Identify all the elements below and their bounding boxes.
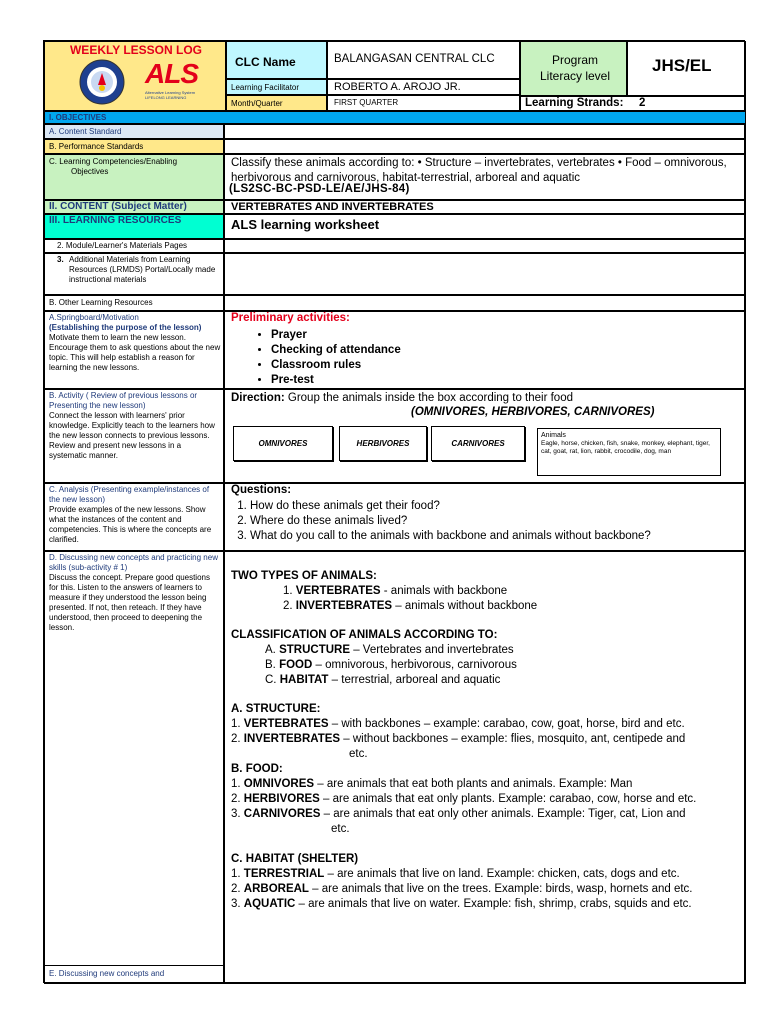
program-level-value: JHS/EL	[627, 41, 746, 96]
als-caption2: LIFELONG LEARNING	[145, 95, 187, 100]
content-standard-label: A. Content Standard	[44, 124, 224, 139]
als-caption: Alternative Learning System	[145, 90, 196, 95]
list-item: • Prayer	[271, 328, 401, 343]
other-resources-value	[224, 295, 746, 311]
springboard-content: Preliminary activities: • Prayer • Checking of attendance • Classroom rules • Pre-test	[224, 311, 746, 389]
other-resources-row: B. Other Learning Resources	[44, 295, 224, 311]
objectives-heading-bar: I. OBJECTIVES	[44, 111, 746, 124]
activity-content: Direction: Group the animals inside the box according to their food (OMNIVORES, HERBIVORES, CARNIVORES) OMNIVORES HERBIVORES CARNIVORES Animals Eagle, horse, chicken, fish, snake, monkey, elephant, tiger, cat, goat, rat, lion, rabbit, crocodile, dog, man	[224, 389, 746, 483]
analysis-label: C. Analysis (Presenting example/instances of the new lesson) Provide examples of the new lessons. Show what the instances of the content and competencies. This is where the concepts are clarified.	[44, 483, 224, 551]
animals-box: Animals Eagle, horse, chicken, fish, snake, monkey, elephant, tiger, cat, goat, rat, lion, rabbit, crocodile, dog, man	[537, 428, 721, 476]
herbivores-box: HERBIVORES	[339, 426, 427, 461]
list-item: 2. Where do these animals lived?	[250, 514, 760, 529]
als-logo	[145, 58, 205, 108]
lesson-log-table	[43, 40, 745, 983]
module-pages-row: 2. Module/Learner's Materials Pages	[44, 239, 224, 253]
program-label: Program Literacy level	[520, 41, 627, 96]
section-e-label	[44, 966, 224, 984]
content-value: VERTEBRATES AND INVERTEBRATES	[224, 200, 746, 214]
discussion-content: TWO TYPES OF ANIMALS: 1. VERTEBRATES - animals with backbone 2. INVERTEBRATES – animals without backbone CLASSIFICATION OF ANIMALS ACCORDING TO: A. STRUCTURE – Vertebrates and invertebrates B. FOOD – omnivorous, herbivorous, carnivorous C. HABITAT – terrestrial, arboreal and aquatic A. STRUCTURE: 1. VERTEBRATES – with backbones – example: carabao, cow, goat, horse, bird and etc. 2. INVERTEBRATES – without backbones – example: flies, mosquito, ant, centipede and etc. B. FOOD: 1. OMNIVORES – are animals that eat both plants and animals. Example: Man 2. HERBIVORES – are animals that eat only plants. Example: carabao, cow, horse and etc. 3. CARNIVORES – are animals that eat only other animals. Example: Tiger, cat, Lion and etc. C. HABITAT (SHELTER) 1. TERRESTRIAL – are animals that live on land. Example: chicken, cats, dogs and etc. 2. ARBOREAL – are animals that live on the trees. Example: birds, wasp, hornets and etc. 3. AQUATIC – are animals that live on water. Example: fish, shrimp, crabs, squids and etc.	[224, 551, 746, 984]
resources-value: ALS learning worksheet	[224, 214, 746, 239]
list-item: • Classroom rules	[271, 358, 401, 373]
month-label: Month/Quarter	[226, 95, 327, 111]
clc-name-value: BALANGASAN CENTRAL CLC	[327, 41, 520, 79]
additional-materials-value	[224, 253, 746, 295]
carnivores-box: CARNIVORES	[431, 426, 525, 461]
competencies-value: Classify these animals according to: • Structure – invertebrates, vertebrates • Food – omnivorous, herbivorous and carnivorous, habitat-terrestrial, arboreal and aquatic (LS2SC-BC-PSD-LE/AE/JHS-84)	[224, 154, 746, 200]
additional-materials-row: 3. Additional Materials from Learning Resources (LRMDS) Portal/Locally made instructional materials	[44, 253, 224, 295]
omnivores-box: OMNIVORES	[233, 426, 333, 461]
discussion-label: D. Discussing new concepts and practicing new skills (sub-activity # 1) Discuss the concept. Prepare good questions for this. Listen to the answers of learners to measure if they understood the lesson being presented. If not, then reteach. If they have understood, then proceed to deepening the lesson. E. Discussing new concepts and	[44, 551, 224, 966]
performance-standards-label: B. Performance Standards	[44, 139, 224, 154]
log-title: WEEKLY LESSON LOG	[69, 43, 203, 57]
preliminary-activities-list	[225, 328, 401, 388]
header-logo-cell	[44, 41, 226, 111]
facilitator-label: Learning Facilitator	[226, 79, 327, 95]
performance-standards-value	[224, 139, 746, 154]
list-item: 3. What do you call to the animals with backbone and animals without backbone?	[250, 529, 760, 544]
clc-name-label: CLC Name	[226, 41, 327, 79]
content-label: II. CONTENT (Subject Matter)	[44, 200, 224, 214]
month-value: FIRST QUARTER	[327, 95, 520, 111]
content-standard-value	[224, 124, 746, 139]
list-item: • Checking of attendance	[271, 343, 401, 358]
competencies-label: C. Learning Competencies/Enabling Objectives	[44, 154, 224, 200]
resources-label: III. LEARNING RESOURCES	[44, 214, 224, 239]
analysis-content: Questions: 1. How do these animals get their food? 2. Where do these animals lived? 3. What do you call to the animals with backbone and animals without backbone?	[224, 483, 746, 551]
als-logo-letters: ALS	[145, 58, 198, 89]
deped-seal-logo	[79, 59, 125, 105]
springboard-label: A.Springboard/Motivation (Establishing the purpose of the lesson) Motivate them to learn the new lesson. Encourage them to ask questions about the new topic. This will help establish a reason for learning the new lessons.	[44, 311, 224, 389]
list-item: • Pre-test	[271, 373, 401, 388]
module-pages-value	[224, 239, 746, 253]
questions-list	[222, 499, 760, 544]
list-item: 1. How do these animals get their food?	[250, 499, 760, 514]
learning-strands: Learning Strands: 2	[520, 96, 746, 111]
facilitator-value: ROBERTO A. AROJO JR.	[327, 79, 520, 95]
activity-label: B. Activity ( Review of previous lessons or Presenting the new lesson) Connect the lesson with learners' prior knowledge. Explicitly teach to the learners how the new lesson connects to previous lessons. Review and present new lessons in a systematic manner.	[44, 389, 224, 483]
